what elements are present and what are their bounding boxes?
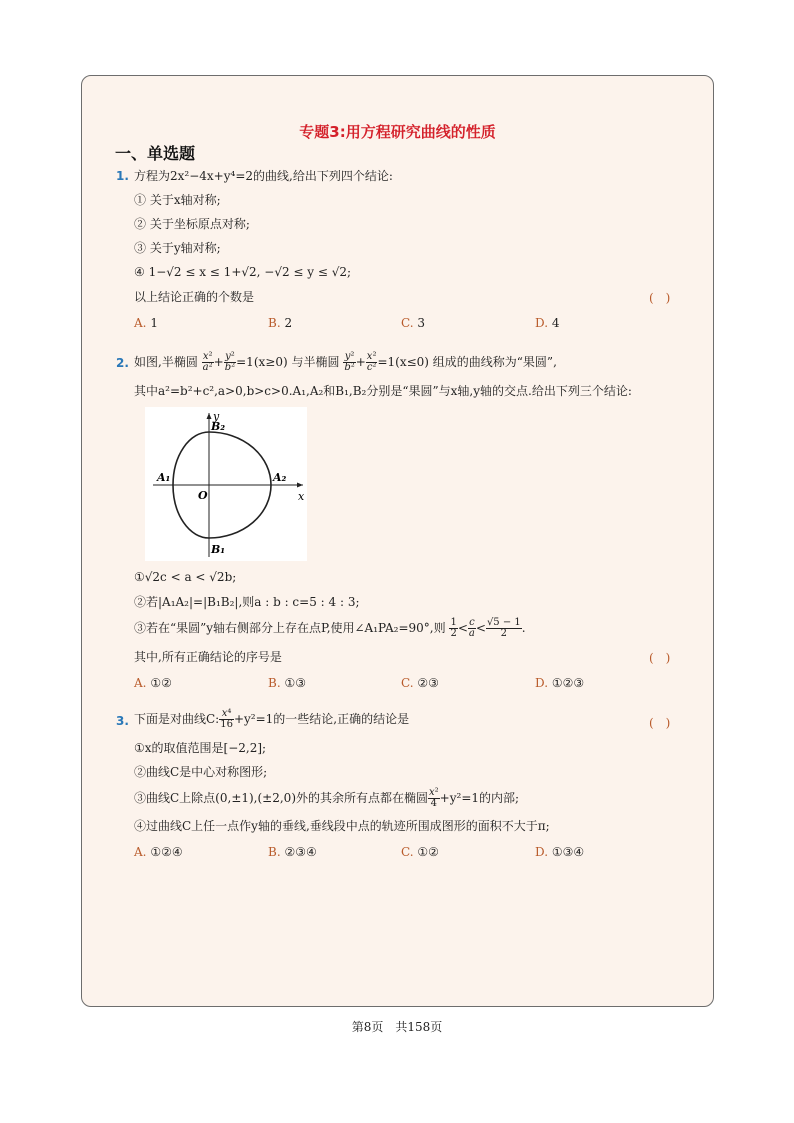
q2-option-b[interactable]: B. ①③	[268, 676, 306, 690]
fraction-y2-b2: $\frac{\text{y²}}{\text{b²}}$	[224, 351, 236, 373]
fraction-x2-a2: $\frac{\text{x²}}{\text{a²}}$	[202, 351, 213, 373]
q1-option-b[interactable]: B. 2	[268, 316, 293, 330]
fruit-ellipse-figure	[145, 407, 307, 561]
q1-question: 以上结论正确的个数是	[134, 290, 255, 304]
label-y: y	[213, 410, 220, 423]
q1-answer-blank: ( )	[649, 291, 671, 305]
q1-stem: 方程为2x²−4x+y⁴=2的曲线,给出下列四个结论:	[134, 169, 393, 183]
fraction-y2-b2-b: $\frac{\text{y²}}{\text{b²}}$	[344, 351, 355, 373]
fraction-x2-c2: $\frac{\text{x²}}{\text{c²}}$	[366, 351, 377, 373]
q3-option-b[interactable]: B. ②③④	[268, 845, 317, 859]
label-a1: A₁	[157, 471, 171, 484]
q3-option-d[interactable]: D. ①③④	[535, 845, 585, 859]
label-a2: A₂	[273, 471, 287, 484]
q1-item-2: ② 关于坐标原点对称;	[134, 217, 250, 231]
q2-item-3: ③若在“果圆”y轴右侧部分上存在点P,使用∠A₁PA₂=90°,则 $\frac{1}{2}$ < $\frac{c}{a}$ < $\frac{√5 - 1}{2}$ .	[134, 617, 526, 639]
q1-item-4: ④ 1−√2 ≤ x ≤ 1+√2, −√2 ≤ y ≤ √2;	[134, 265, 352, 279]
q2-stem: 如图,半椭圆 $\frac{\text{x²}}{\text{a²}}$ + $\frac{\text{y²}}{\text{b²}}$ =1(x≥0) 与半椭圆 $\frac{\text{y²}}{\text{b²}}$ + $\frac{\text{x²}}{\text{c²}}$ =1(x≤0) 组成的曲线称为“果圆”,	[134, 351, 557, 373]
q1-option-d[interactable]: D. 4	[535, 316, 560, 330]
label-origin: O	[198, 489, 208, 502]
q3-answer-blank: ( )	[649, 716, 671, 730]
fraction-one-half: $\frac{1}{2}$	[450, 617, 457, 639]
q3-number: 3.	[116, 714, 129, 728]
q2-line-2: 其中a²=b²+c²,a>0,b>c>0.A₁,A₂和B₁,B₂分别是“果圆”与x轴,y轴的交点.给出下列三个结论:	[134, 384, 632, 398]
q3-item-4: ④过曲线C上任一点作y轴的垂线,垂线段中点的轨迹所围成图形的面积不大于π;	[134, 819, 550, 833]
curve-diagram	[145, 407, 307, 561]
fraction-x2-4: $\frac{\text{x²}}{4}$	[429, 787, 439, 809]
q2-option-a[interactable]: A. ①②	[134, 676, 172, 690]
q2-answer-blank: ( )	[649, 651, 671, 665]
page-title: 专题3:用方程研究曲线的性质	[299, 123, 496, 141]
content-card	[81, 75, 714, 1007]
q3-item-1: ①x的取值范围是[−2,2];	[134, 741, 267, 755]
q2-item-1: ①√2c < a < √2b;	[134, 570, 237, 584]
fraction-c-over-a: $\frac{c}{a}$	[468, 617, 475, 639]
q1-option-a[interactable]: A. 1	[134, 316, 158, 330]
fraction-sqrt5-minus1-over-2: $\frac{√5 - 1}{2}$	[486, 617, 521, 639]
label-x: x	[298, 490, 305, 503]
label-b2: B₂	[211, 420, 226, 433]
q1-number: 1.	[116, 169, 129, 183]
q3-stem: 下面是对曲线C: $\frac{\text{x⁴}}{16}$ +y²=1的一些结论,正确的结论是	[134, 708, 410, 730]
label-b1: B₁	[211, 543, 226, 556]
q2-question: 其中,所有正确结论的序号是	[134, 650, 282, 664]
q1-item-1: ① 关于x轴对称;	[134, 193, 221, 207]
q2-item-2: ②若|A₁A₂|=|B₁B₂|,则a : b : c=5 : 4 : 3;	[134, 595, 360, 609]
q2-option-c[interactable]: C. ②③	[401, 676, 439, 690]
q2-option-d[interactable]: D. ①②③	[535, 676, 585, 690]
q1-item-3: ③ 关于y轴对称;	[134, 241, 221, 255]
q3-option-c[interactable]: C. ①②	[401, 845, 439, 859]
fraction-x4-16: $\frac{\text{x⁴}}{16}$	[220, 708, 233, 730]
q3-item-2: ②曲线C是中心对称图形;	[134, 765, 268, 779]
page-footer: 第8页 共158页	[351, 1020, 443, 1034]
q3-option-a[interactable]: A. ①②④	[134, 845, 183, 859]
q3-item-3: ③曲线C上除点(0,±1),(±2,0)外的其余所有点都在椭圆 $\frac{\text{x²}}{4}$ +y²=1的内部;	[134, 787, 520, 809]
q1-option-c[interactable]: C. 3	[401, 316, 426, 330]
section-heading: 一、单选题	[115, 144, 196, 163]
q2-number: 2.	[116, 356, 129, 370]
